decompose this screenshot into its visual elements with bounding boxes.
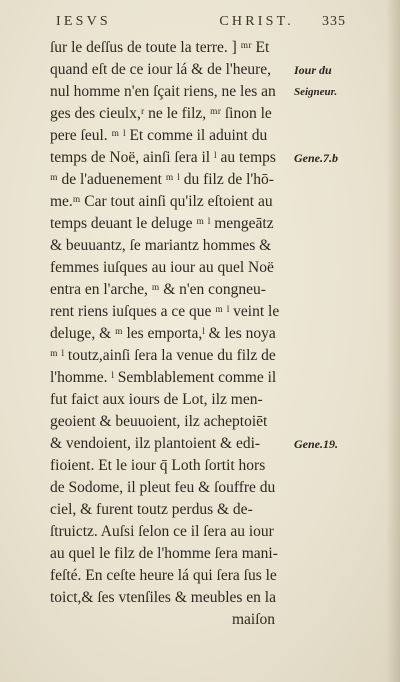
text-line: nul homme n'en ſçait riens, ne les an (50, 83, 276, 100)
text-line: femmes iuſques au iour au quel Noë (50, 259, 274, 276)
text-line: au quel le filz de l'homme ſera mani- (50, 545, 278, 562)
text-line: ſtruictz. Auſsi ſelon ce il ſera au iour (50, 523, 274, 540)
text-line: fut faict aux iours de Lot, ilz men- (50, 391, 263, 408)
text-line: me.ᵐ Car tout ainſi qu'ilz eſtoient au (50, 193, 273, 210)
margin-note: Gene.19. (294, 437, 338, 451)
running-head (56, 14, 294, 30)
text-line: toict,& ſes vtenſiles & meubles en la (50, 589, 276, 606)
page-number: 335 (322, 14, 346, 29)
text-line: pere ſeul. ᵐ ˡ Et comme il aduint du (50, 127, 268, 144)
text-line: ſur le deſſus de toute la terre. ] ᵐʳ Et (50, 39, 270, 56)
text-line: quand eſt de ce iour lá & de l'heure, (50, 61, 271, 78)
text-line: l'homme. ˡ Semblablement comme il (50, 369, 277, 386)
text-line: & vendoient, ilz plantoient & edi- (50, 435, 261, 452)
margin-note: Gene.7.b (294, 151, 338, 165)
text-line: ᵐ de l'aduenement ᵐ ˡ du filz de l'hō- (50, 171, 274, 188)
text-line: entra en l'arche, ᵐ & n'en congneu- (50, 281, 266, 298)
margin-note: Seigneur. (294, 86, 338, 98)
text-line: feſté. En ceſte heure lá qui ſera ſus le (50, 567, 277, 584)
text-line: geoient & beuuoient, ilz acheptoiēt (50, 413, 268, 430)
running-head-word-1: IESVS (56, 14, 111, 29)
margin-note: Iour du (294, 63, 332, 77)
text-line: deluge, & ᵐ les emporta,ˡ & les noya (50, 325, 276, 342)
text-line: fioient. Et le iour q̄ Loth ſortit hors (50, 457, 266, 474)
text-line: ges des cieulx,ʳ ne le filz, ᵐʳ ſinon le (50, 105, 272, 122)
text-line: rent riens iuſques a ce que ᵐ ˡ veint le (50, 303, 280, 320)
text-line: temps de Noë, ainſi ſera il ˡ au temps (50, 149, 276, 166)
text-line: de Sodome, il pleut feu & ſouffre du (50, 479, 276, 496)
text-line: ᵐ ˡ toutz,ainſi ſera la venue du filz de (50, 347, 276, 364)
running-head-word-2: CHRIST. (219, 14, 294, 29)
page-edge-shadow (386, 0, 400, 682)
text-line: temps deuant le deluge ᵐ ˡ mengeātz (50, 215, 274, 232)
text-line: ciel, & furent toutz perdus & de- (50, 501, 253, 518)
text-line-catchword: maiſon (232, 611, 276, 628)
text-line: & beuuantz, ſe mariantz hommes & (50, 237, 272, 254)
